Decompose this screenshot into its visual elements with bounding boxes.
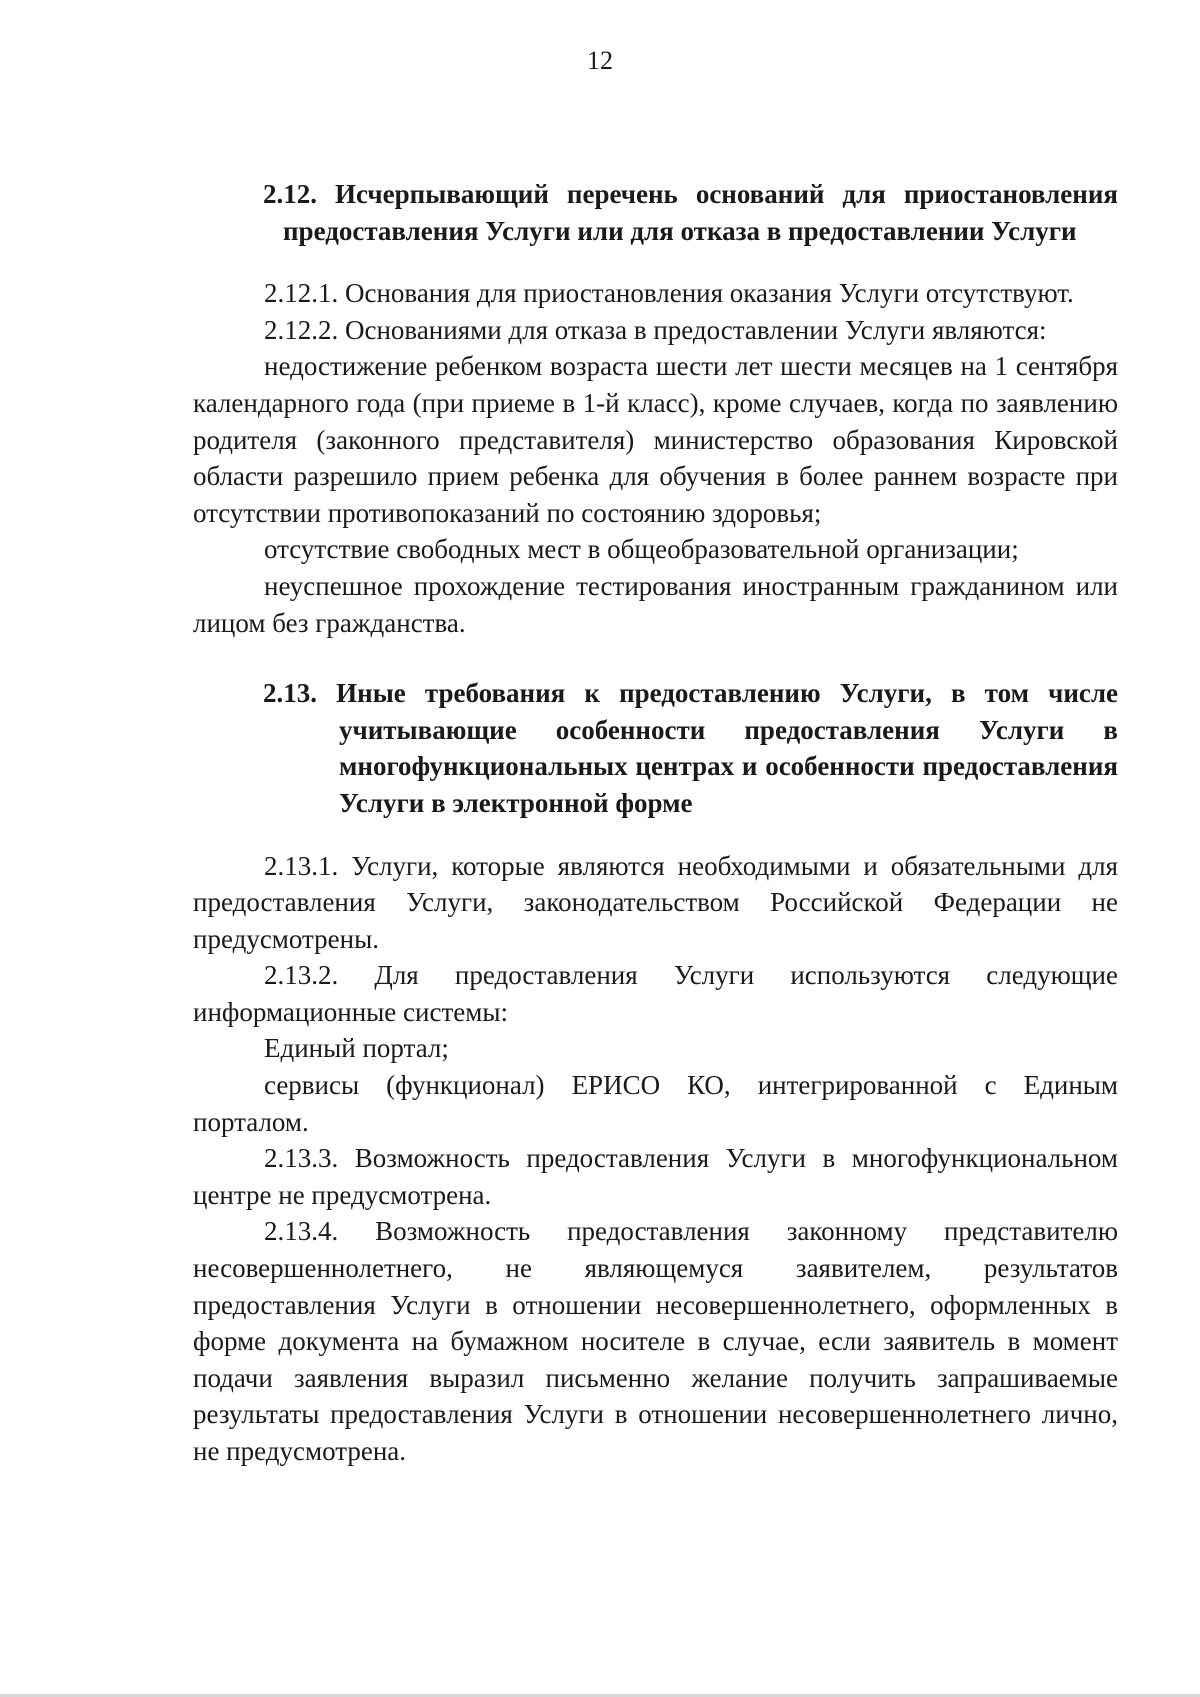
refusal-ground-testing: неуспешное прохождение тестирования иностранным гражданином или лицом без гражданства. xyxy=(193,570,1118,638)
refusal-ground-no-places: отсутствие свободных мест в общеобразовательной организации; xyxy=(264,534,1019,565)
paragraph-2-13-2: 2.13.2. Для предоставления Услуги используются следующие информационные системы: xyxy=(193,960,1118,1027)
info-system-portal: Единый портал; xyxy=(264,1033,449,1064)
paragraph-2-12-1: 2.12.1. Основания для приостановления оказания Услуги отсутствуют. xyxy=(264,278,1074,309)
section-2-13-heading: 2.13. Иные требования к предоставлению Услуги, в том числе учитывающие особенности предоставления Услуги в многофункциональных центрах и особенности предоставления Услуги в электронной форме xyxy=(263,678,1118,818)
paragraph-2-13-1: 2.13.1. Услуги, которые являются необходимыми и обязательными для предоставления Услуги, законодательством Российской Федерации не предусмотрены. xyxy=(193,850,1118,954)
paragraph-2-12-2: 2.12.2. Основаниями для отказа в предоставлении Услуги являются: xyxy=(264,314,1047,345)
document-body xyxy=(193,176,1118,1470)
info-system-eriso: сервисы (функционал) ЕРИСО КО, интегрированной с Единым порталом. xyxy=(193,1070,1118,1137)
paragraph-2-13-4: 2.13.4. Возможность предоставления законному представителю несовершеннолетнего, не являющемуся заявителем, результатов предоставления Услуги в отношении несовершеннолетнего, оформленных в форме документа на бумажном носителе в случае, если заявитель в момент подачи заявления выразил письменно желание получить запрашиваемые результаты предоставления Услуги в отношении несовершеннолетнего лично, не предусмотрена. xyxy=(193,1216,1118,1466)
refusal-ground-age: недостижение ребенком возраста шести лет шести месяцев на 1 сентября календарного года (при приеме в 1-й класс), кроме случаев, когда по заявлению родителя (законного представителя) министерство образования Кировской области разрешило прием ребенка для обучения в более раннем возрасте при отсутствии противопоказаний по состоянию здоровья; xyxy=(193,351,1118,528)
paragraph-2-13-3: 2.13.3. Возможность предоставления Услуги в многофункциональном центре не предусмотрена. xyxy=(193,1143,1118,1210)
section-2-12-heading: 2.12. Исчерпывающий перечень оснований для приостановления предоставления Услуги или для отказа в предоставлении Услуги xyxy=(263,179,1118,246)
page-number: 12 xyxy=(587,46,613,75)
